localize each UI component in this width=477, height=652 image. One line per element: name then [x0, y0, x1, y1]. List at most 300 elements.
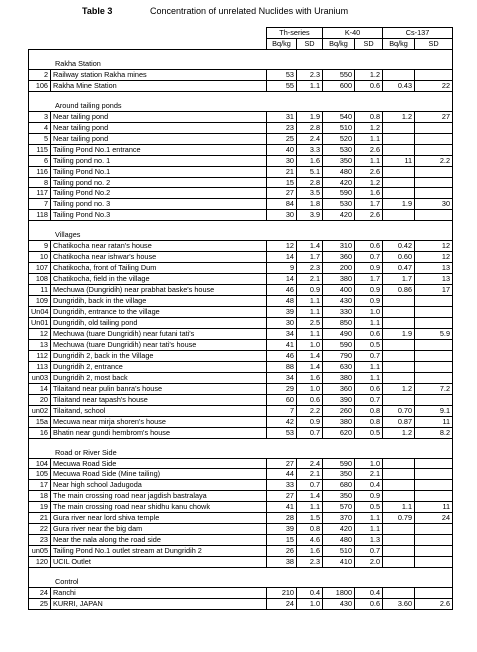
- th-bq: 33: [267, 480, 297, 491]
- th-sd: 1.1: [297, 296, 323, 307]
- k-sd: 2.6: [355, 210, 383, 221]
- table-row: [29, 598, 453, 609]
- k-bq: 260: [323, 405, 355, 416]
- th-bq: 9: [267, 263, 297, 274]
- cs-sd: [415, 69, 453, 80]
- th-sd: 0.9: [297, 416, 323, 427]
- k-sd: 1.1: [355, 318, 383, 329]
- cs-sd: [415, 546, 453, 557]
- th-bq: 30: [267, 210, 297, 221]
- location: Dungridih 2, entrance: [51, 361, 267, 372]
- th-bq: 41: [267, 502, 297, 513]
- th-sd: 2.4: [297, 133, 323, 144]
- th-unit: Bq/kg: [267, 38, 297, 49]
- th-bq: 210: [267, 588, 297, 599]
- cs-sd: [415, 524, 453, 535]
- cs-sd: 12: [415, 252, 453, 263]
- sample-no: 6: [29, 155, 51, 166]
- cs-sd: [415, 166, 453, 177]
- k-sd: 1.1: [355, 361, 383, 372]
- k-bq: 390: [323, 394, 355, 405]
- table-row: [29, 210, 453, 221]
- sample-no: 112: [29, 350, 51, 361]
- location: The main crossing road near jagdish bastralaya: [51, 491, 267, 502]
- th-sd: 1.7: [297, 252, 323, 263]
- location: Mechuwa (tuare Dungridih) near tati's house: [51, 339, 267, 350]
- k-bq: 480: [323, 166, 355, 177]
- th-bq: 27: [267, 458, 297, 469]
- location: Chatikocha, front of Tailing Dum: [51, 263, 267, 274]
- cs-sd: [415, 122, 453, 133]
- section-header: [29, 221, 453, 241]
- th-sd: 1.1: [297, 502, 323, 513]
- k-sd: 2.1: [355, 469, 383, 480]
- cs-sd: [415, 491, 453, 502]
- th-bq: 25: [267, 133, 297, 144]
- cs-sd: [415, 535, 453, 546]
- k-sd: 2.6: [355, 166, 383, 177]
- th-sd: 2.8: [297, 177, 323, 188]
- location: KURRI, JAPAN: [51, 598, 267, 609]
- sample-no: Un04: [29, 307, 51, 318]
- table-row: [29, 144, 453, 155]
- k-bq: 480: [323, 535, 355, 546]
- table-row: [29, 80, 453, 91]
- k-sd: 0.6: [355, 598, 383, 609]
- section-header: [29, 49, 453, 69]
- sample-no: 5: [29, 133, 51, 144]
- th-sd: 3.9: [297, 210, 323, 221]
- section-title: Rakha Station: [29, 49, 453, 69]
- location: Tailing Pond No.1 entrance: [51, 144, 267, 155]
- section-title: Road or River Side: [29, 438, 453, 458]
- cs-bq: [383, 210, 415, 221]
- sample-no: 118: [29, 210, 51, 221]
- table-row: [29, 416, 453, 427]
- k-sd: 0.7: [355, 350, 383, 361]
- k-bq: 360: [323, 383, 355, 394]
- cs-sd: [415, 394, 453, 405]
- sample-no: 12: [29, 328, 51, 339]
- k-sd: 0.4: [355, 588, 383, 599]
- cs-bq: 1.2: [383, 383, 415, 394]
- cs-sd: [415, 177, 453, 188]
- location: Rakha Mine Station: [51, 80, 267, 91]
- table-row: [29, 252, 453, 263]
- th-sd: 1.1: [297, 307, 323, 318]
- location: Tailing Pond No.2: [51, 188, 267, 199]
- location: Bhatin near gundi hembrom's house: [51, 427, 267, 438]
- th-sd: 2.5: [297, 318, 323, 329]
- table-row: [29, 296, 453, 307]
- sample-no: 22: [29, 524, 51, 535]
- th-sd: 5.1: [297, 166, 323, 177]
- table-row: [29, 513, 453, 524]
- location: Tailing Pond No.1: [51, 166, 267, 177]
- th-sd: 1.8: [297, 199, 323, 210]
- sample-no: 4: [29, 122, 51, 133]
- th-sd: 0.9: [297, 285, 323, 296]
- th-sd: 0.7: [297, 480, 323, 491]
- k-bq: 590: [323, 188, 355, 199]
- cs-sd: 11: [415, 416, 453, 427]
- th-bq: 12: [267, 241, 297, 252]
- cs-bq: [383, 144, 415, 155]
- th-bq: 46: [267, 350, 297, 361]
- k-bq: 410: [323, 557, 355, 568]
- th-sd: 1.9: [297, 111, 323, 122]
- section-title: Villages: [29, 221, 453, 241]
- k-bq: 380: [323, 274, 355, 285]
- th-sd: 2.3: [297, 263, 323, 274]
- th-sd: 1.0: [297, 598, 323, 609]
- location: Tilaitand near tapash's house: [51, 394, 267, 405]
- th-bq: 48: [267, 296, 297, 307]
- table-row: [29, 188, 453, 199]
- sample-no: 2: [29, 69, 51, 80]
- sample-no: 19: [29, 502, 51, 513]
- th-bq: 60: [267, 394, 297, 405]
- table-row: [29, 111, 453, 122]
- cs-sd: [415, 557, 453, 568]
- k-bq: 790: [323, 350, 355, 361]
- cs-bq: 0.42: [383, 241, 415, 252]
- location: Tailing Pond No.3: [51, 210, 267, 221]
- th-sd: 2.3: [297, 557, 323, 568]
- sample-no: 115: [29, 144, 51, 155]
- location: Dungridih, old tailing pond: [51, 318, 267, 329]
- cs-sd: [415, 188, 453, 199]
- th-bq: 42: [267, 416, 297, 427]
- table-row: [29, 155, 453, 166]
- cs-sd: 5.9: [415, 328, 453, 339]
- th-sd: 4.6: [297, 535, 323, 546]
- table-row: [29, 69, 453, 80]
- k-bq: 600: [323, 80, 355, 91]
- header-row-nuclides: [29, 28, 453, 39]
- th-bq: 14: [267, 252, 297, 263]
- th-sd: 1.6: [297, 155, 323, 166]
- cs-sd: 11: [415, 502, 453, 513]
- th-sd: 0.4: [297, 588, 323, 599]
- table-row: [29, 199, 453, 210]
- k-bq: 510: [323, 122, 355, 133]
- cs-sd: [415, 372, 453, 383]
- th-bq: 44: [267, 469, 297, 480]
- th-bq: 38: [267, 557, 297, 568]
- k-sd: 0.6: [355, 328, 383, 339]
- table-row: [29, 557, 453, 568]
- location: Mechuwa (tuare Dungridih) near futani tati's: [51, 328, 267, 339]
- cs-sd: 24: [415, 513, 453, 524]
- cs-sd: SD: [415, 38, 453, 49]
- th-bq: 29: [267, 383, 297, 394]
- k-bq: 620: [323, 427, 355, 438]
- k-bq: 380: [323, 416, 355, 427]
- cs-sd: 9.1: [415, 405, 453, 416]
- th-bq: 53: [267, 69, 297, 80]
- table-row: [29, 524, 453, 535]
- location: Near high school Jadugoda: [51, 480, 267, 491]
- th-sd: 3.5: [297, 188, 323, 199]
- sample-no: 117: [29, 188, 51, 199]
- th-bq: 15: [267, 177, 297, 188]
- cs-sd: [415, 588, 453, 599]
- cs-sd: [415, 480, 453, 491]
- nuclide-table: [28, 27, 453, 610]
- k-sd: 1.1: [355, 372, 383, 383]
- location: Tilaitand, school: [51, 405, 267, 416]
- th-sd: 2.2: [297, 405, 323, 416]
- sample-no: 109: [29, 296, 51, 307]
- cs-sd: [415, 133, 453, 144]
- k-sd: 1.1: [355, 155, 383, 166]
- th-bq: 15: [267, 535, 297, 546]
- sample-no: 11: [29, 285, 51, 296]
- k-bq: 520: [323, 133, 355, 144]
- k-sd: 0.7: [355, 394, 383, 405]
- cs-bq: 0.43: [383, 80, 415, 91]
- cs-bq: [383, 318, 415, 329]
- cs-bq: 1.2: [383, 427, 415, 438]
- cs-bq: [383, 491, 415, 502]
- cs-bq: [383, 394, 415, 405]
- sample-no: 108: [29, 274, 51, 285]
- cs-sd: [415, 144, 453, 155]
- cs-bq: 1.9: [383, 199, 415, 210]
- k-sd: 0.5: [355, 427, 383, 438]
- th-sd: 1.1: [297, 328, 323, 339]
- th-sd: 2.1: [297, 274, 323, 285]
- k-sd: 2.6: [355, 144, 383, 155]
- location: The main crossing road near shidhu kanu chowk: [51, 502, 267, 513]
- th-bq: 28: [267, 513, 297, 524]
- cs-bq: [383, 133, 415, 144]
- table-row: [29, 328, 453, 339]
- th-bq: 27: [267, 188, 297, 199]
- k-sd: 0.9: [355, 285, 383, 296]
- cs-sd: 7.2: [415, 383, 453, 394]
- k-bq: 310: [323, 241, 355, 252]
- k-bq: 570: [323, 502, 355, 513]
- location: Tailing Pond No.1 outlet stream at Dungridih 2: [51, 546, 267, 557]
- th-bq: 23: [267, 122, 297, 133]
- location: Chatikocha near ratan's house: [51, 241, 267, 252]
- location: Mecuwa near mirja shoren's house: [51, 416, 267, 427]
- k-sd: 0.6: [355, 383, 383, 394]
- th-bq: 39: [267, 307, 297, 318]
- table-row: [29, 502, 453, 513]
- sample-no: 7: [29, 199, 51, 210]
- cs-bq: [383, 307, 415, 318]
- sample-no: 13: [29, 339, 51, 350]
- sample-no: 10: [29, 252, 51, 263]
- cs-bq: [383, 188, 415, 199]
- k-sd: 0.8: [355, 416, 383, 427]
- sample-no: 107: [29, 263, 51, 274]
- k-bq: 850: [323, 318, 355, 329]
- th-bq: 26: [267, 546, 297, 557]
- cs-bq: 0.47: [383, 263, 415, 274]
- th-bq: 31: [267, 111, 297, 122]
- k-sd: 0.7: [355, 252, 383, 263]
- cs-bq: 1.2: [383, 111, 415, 122]
- sample-no: 116: [29, 166, 51, 177]
- cs-sd: [415, 339, 453, 350]
- cs-bq: 1.9: [383, 328, 415, 339]
- sample-no: 3: [29, 111, 51, 122]
- cs-bq: [383, 458, 415, 469]
- location: UCIL Outlet: [51, 557, 267, 568]
- th-sd: 1.4: [297, 361, 323, 372]
- th-bq: 14: [267, 274, 297, 285]
- location: Near tailing pond: [51, 122, 267, 133]
- th-sd: 1.4: [297, 241, 323, 252]
- table-row: [29, 394, 453, 405]
- cs-bq: [383, 480, 415, 491]
- table-body: [29, 49, 453, 609]
- th-series-header: Th-series: [267, 28, 323, 39]
- cs-sd: [415, 361, 453, 372]
- cs-bq: [383, 350, 415, 361]
- th-sd: 2.3: [297, 69, 323, 80]
- k-bq: 630: [323, 361, 355, 372]
- cs-sd: 30: [415, 199, 453, 210]
- location: Mechuwa (Dungridih) near prabhat baske's house: [51, 285, 267, 296]
- cs-sd: [415, 296, 453, 307]
- table-row: [29, 350, 453, 361]
- sample-no: 18: [29, 491, 51, 502]
- sample-no: 120: [29, 557, 51, 568]
- section-title: Around tailing ponds: [29, 91, 453, 111]
- k-sd: 1.6: [355, 188, 383, 199]
- cs-sd: 27: [415, 111, 453, 122]
- th-bq: 27: [267, 491, 297, 502]
- k-bq: 420: [323, 524, 355, 535]
- k-bq: 430: [323, 598, 355, 609]
- cs-bq: [383, 339, 415, 350]
- th-bq: 39: [267, 524, 297, 535]
- table-row: [29, 307, 453, 318]
- table-row: [29, 122, 453, 133]
- k-bq: 1800: [323, 588, 355, 599]
- cs-sd: 13: [415, 274, 453, 285]
- th-bq: 40: [267, 144, 297, 155]
- sample-no: 16: [29, 427, 51, 438]
- k-bq: 360: [323, 252, 355, 263]
- k-sd: 1.2: [355, 177, 383, 188]
- th-bq: 53: [267, 427, 297, 438]
- cs-bq: 0.79: [383, 513, 415, 524]
- section-title: Control: [29, 568, 453, 588]
- table-row: [29, 318, 453, 329]
- sample-no: 8: [29, 177, 51, 188]
- sample-no: Un01: [29, 318, 51, 329]
- k-bq: 350: [323, 491, 355, 502]
- cs-bq: [383, 69, 415, 80]
- th-sd: 1.4: [297, 491, 323, 502]
- th-sd: SD: [297, 38, 323, 49]
- k-sd: SD: [355, 38, 383, 49]
- th-bq: 88: [267, 361, 297, 372]
- sample-no: 9: [29, 241, 51, 252]
- th-bq: 34: [267, 372, 297, 383]
- location: Chatikocha near ishwar's house: [51, 252, 267, 263]
- location: Tilaitand near pulin banra's house: [51, 383, 267, 394]
- table-row: [29, 361, 453, 372]
- k-sd: 0.9: [355, 296, 383, 307]
- k-sd: 0.6: [355, 241, 383, 252]
- table-row: [29, 405, 453, 416]
- th-sd: 0.8: [297, 524, 323, 535]
- k-bq: 420: [323, 210, 355, 221]
- k-sd: 0.8: [355, 405, 383, 416]
- cs-bq: [383, 372, 415, 383]
- k-sd: 1.0: [355, 307, 383, 318]
- th-bq: 84: [267, 199, 297, 210]
- table-row: [29, 546, 453, 557]
- cs-sd: [415, 350, 453, 361]
- th-bq: 24: [267, 598, 297, 609]
- th-bq: 46: [267, 285, 297, 296]
- cs-bq: 1.7: [383, 274, 415, 285]
- table-row: [29, 372, 453, 383]
- cs-bq: [383, 588, 415, 599]
- sample-no: un03: [29, 372, 51, 383]
- table-row: [29, 469, 453, 480]
- k-bq: 400: [323, 285, 355, 296]
- th-sd: 1.5: [297, 513, 323, 524]
- cs-bq: [383, 361, 415, 372]
- location: Mecuwa Road Side (Mine tailing): [51, 469, 267, 480]
- sample-no: 24: [29, 588, 51, 599]
- k-sd: 1.7: [355, 199, 383, 210]
- sample-no: 25: [29, 598, 51, 609]
- k-bq: 380: [323, 372, 355, 383]
- th-sd: 0.7: [297, 427, 323, 438]
- cs-sd: 2.6: [415, 598, 453, 609]
- sample-no: 21: [29, 513, 51, 524]
- section-header: [29, 91, 453, 111]
- table-row: [29, 177, 453, 188]
- location: Gura river near lord shiva temple: [51, 513, 267, 524]
- location: Tailing pond no. 1: [51, 155, 267, 166]
- k-bq: 330: [323, 307, 355, 318]
- cs137-header: Cs-137: [383, 28, 453, 39]
- sample-no: 17: [29, 480, 51, 491]
- cs-sd: [415, 307, 453, 318]
- location: Tailing pond no. 2: [51, 177, 267, 188]
- k-sd: 1.1: [355, 133, 383, 144]
- table-row: [29, 166, 453, 177]
- cs-bq: [383, 122, 415, 133]
- cs-bq: 0.87: [383, 416, 415, 427]
- k-sd: 0.6: [355, 80, 383, 91]
- sample-no: 15a: [29, 416, 51, 427]
- k-bq: 590: [323, 339, 355, 350]
- k-sd: 1.0: [355, 458, 383, 469]
- location: Dungridih 2, back in the Village: [51, 350, 267, 361]
- k-bq: 370: [323, 513, 355, 524]
- location: Tailing pond no. 3: [51, 199, 267, 210]
- k-sd: 0.5: [355, 502, 383, 513]
- th-bq: 30: [267, 155, 297, 166]
- table-row: [29, 263, 453, 274]
- sample-no: 105: [29, 469, 51, 480]
- cs-bq: [383, 557, 415, 568]
- location: Dungridih, entrance to the village: [51, 307, 267, 318]
- k-bq: 350: [323, 469, 355, 480]
